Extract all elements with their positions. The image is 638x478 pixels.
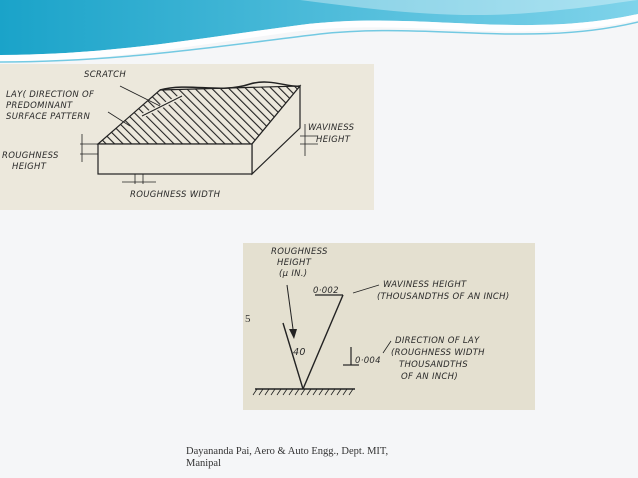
- label-roughness-height-2: HEIGHT: [12, 162, 47, 172]
- surface-symbol-figure: [243, 243, 535, 410]
- label-lay-1: LAY( DIRECTION OF: [6, 90, 95, 100]
- label-waviness-2: HEIGHT: [316, 135, 351, 145]
- label-lay-3: SURFACE PATTERN: [6, 112, 91, 122]
- width-value: 0·004: [355, 356, 381, 366]
- surface-texture-figure: [0, 64, 374, 210]
- label-scratch: SCRATCH: [84, 70, 127, 80]
- label-waviness-height: WAVINESS HEIGHT: [383, 280, 467, 290]
- label-roughness-width: ROUGHNESS WIDTH: [130, 190, 221, 200]
- label-rh-1: ROUGHNESS: [271, 247, 328, 257]
- label-roughness-height-1: ROUGHNESS: [2, 151, 59, 161]
- label-rh-3: (μ IN.): [279, 269, 308, 279]
- label-lay-1: DIRECTION OF LAY: [395, 336, 480, 346]
- footer-line-2: Manipal: [186, 458, 221, 469]
- waviness-value: 0·002: [313, 286, 339, 296]
- label-waviness-units: (THOUSANDTHS OF AN INCH): [377, 292, 510, 302]
- page-number: 5: [245, 313, 251, 325]
- footer-line-1: Dayananda Pai, Aero & Auto Engg., Dept. MIT,: [186, 446, 389, 457]
- label-waviness-1: WAVINESS: [308, 123, 355, 133]
- footer-credit: [186, 446, 426, 470]
- label-lay-3: THOUSANDTHS: [399, 360, 468, 370]
- label-lay-2: (ROUGHNESS WIDTH: [391, 348, 485, 358]
- label-lay-2: PREDOMINANT: [6, 101, 73, 111]
- roughness-value: 40: [293, 347, 306, 358]
- label-rh-2: HEIGHT: [277, 258, 312, 268]
- label-lay-4: OF AN INCH): [401, 372, 458, 382]
- header-wave-decoration: [0, 0, 638, 70]
